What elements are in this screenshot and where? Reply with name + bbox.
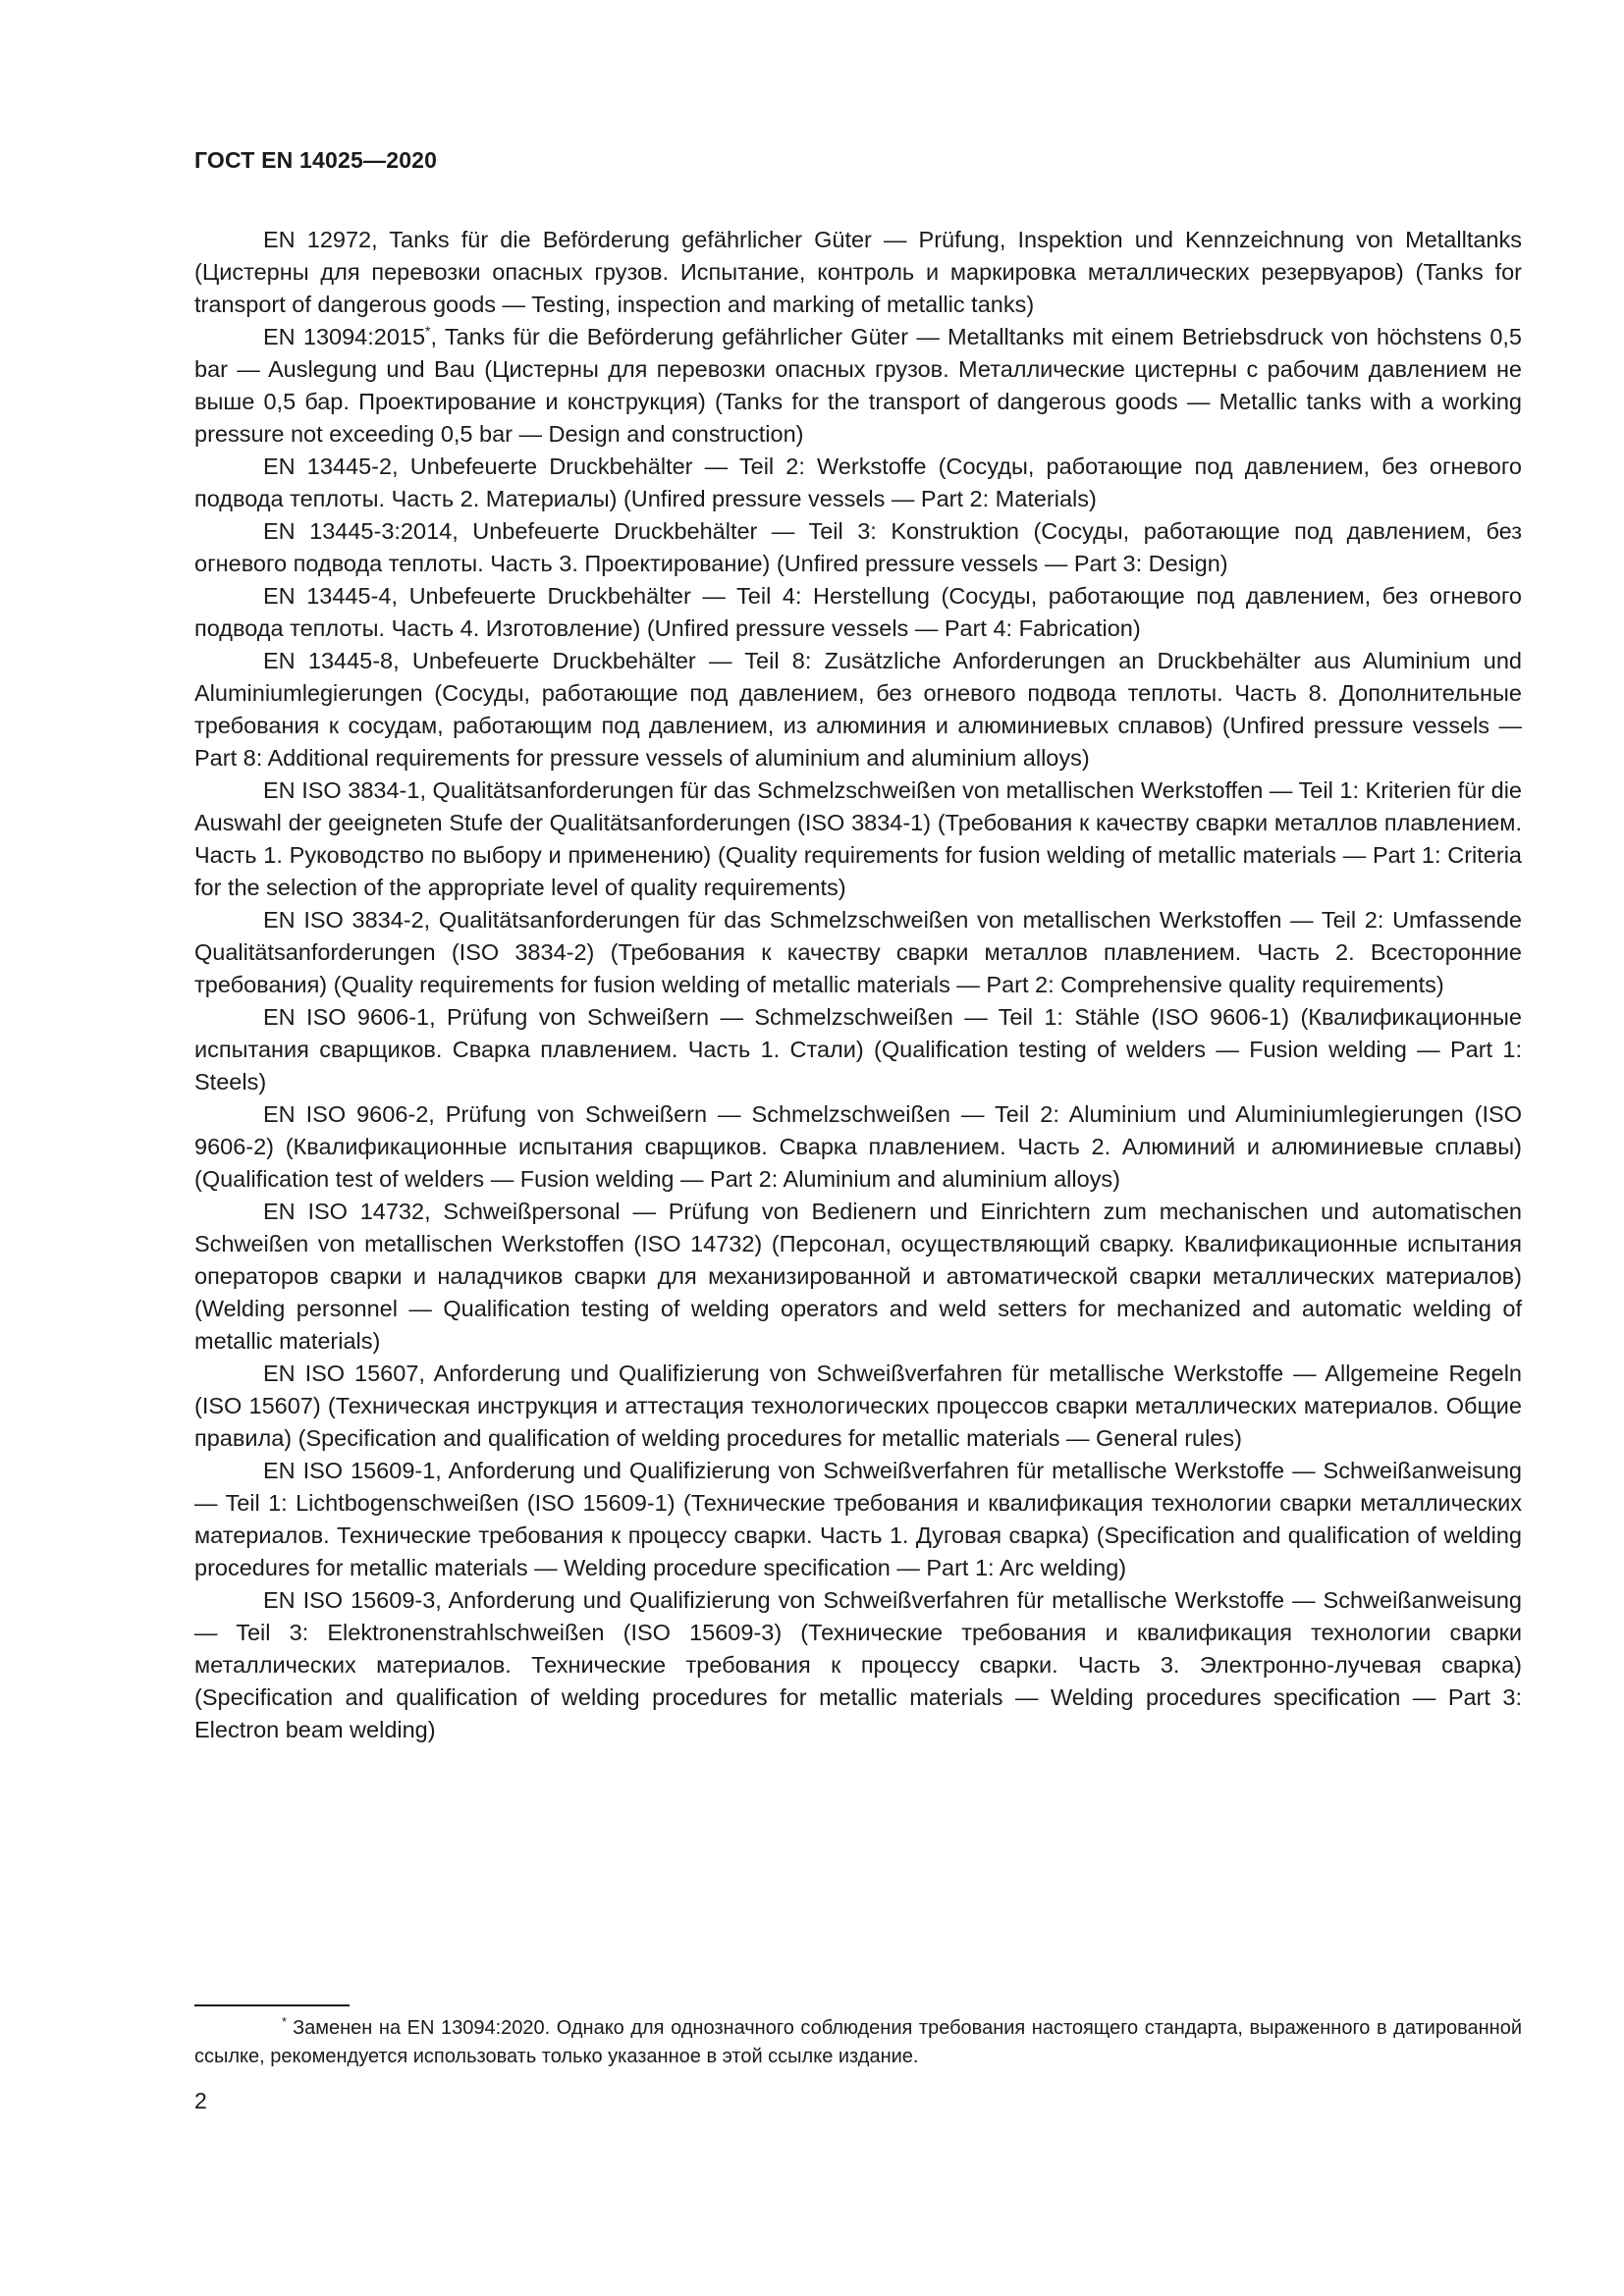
reference-en-13445-3: EN 13445-3:2014, Unbefeuerte Druckbehälter — Teil 3: Konstruktion (Сосуды, работающие под давлением, без огневого подвода теплоты. Часть 3. Проектирование) (Unfired pressure vessels — Part 3: Design) [194, 518, 1522, 576]
reference-en-13445-8: EN 13445-8, Unbefeuerte Druckbehälter — Teil 8: Zusätzliche Anforderungen an Druckbehälter aus Aluminium und Aluminiumlegierungen (Сосуды, работающие под давлением, без огневого подвода теплоты. Часть 8. Дополнительные требования к сосудам, работающим под давлением, из алюминия и алюминиевых сплавов) (Unfired pressure vessels — Part 8: Additional requirements for pressure vessels of aluminium and aluminium alloys) [194, 648, 1522, 771]
footnote-text: Заменен на EN 13094:2020. Однако для однозначного соблюдения требования настоящего стандарта, выраженного в датированной ссылке, рекомендуется использовать только указанное в этой ссылке издание. [194, 2017, 1522, 2067]
reference-en-iso-15607: EN ISO 15607, Anforderung und Qualifizierung von Schweißverfahren für metallische Werkstoffe — Allgemeine Regeln (ISO 15607) (Техническая инструкция и аттестация технологических процессов сварки металлических материалов. Общие правила) (Specification and qualification of welding procedures for metallic materials — General rules) [194, 1361, 1522, 1451]
reference-en-13445-4: EN 13445-4, Unbefeuerte Druckbehälter — Teil 4: Herstellung (Сосуды, работающие под давлением, без огневого подвода теплоты. Часть 4. Изготовление) (Unfired pressure vessels — Part 4: Fabrication) [194, 583, 1522, 641]
reference-en-iso-14732: EN ISO 14732, Schweißpersonal — Prüfung von Bedienern und Einrichtern zum mechanischen und automatischen Schweißen von metallischen Werkstoffen (ISO 14732) (Персонал, осуществляющий сварку. Квалификационные испытания операторов сварки и наладчиков сварки для механизированной и автоматической сварки металлических материалов) (Welding personnel — Qualification testing of welding operators and weld setters for mechanized and automatic welding of metallic materials) [194, 1199, 1522, 1354]
reference-text: , Tanks für die Beförderung gefährlicher Güter — Metalltanks mit einem Betriebsdruck von höchstens 0,5 bar — Auslegung und Bau (Цистерны для перевозки опасных грузов. Металлические цистерны с рабочим давлением не выше 0,5 бар. Проектирование и конструкция) (Tanks for the transport of dangerous goods — Metallic tanks with a working pressure not exceeding 0,5 bar — Design and construction) [194, 324, 1522, 447]
reference-code: EN 13094:2015 [263, 324, 426, 349]
reference-en-13094 [194, 321, 1522, 451]
reference-en-iso-3834-1: EN ISO 3834-1, Qualitätsanforderungen für das Schmelzschweißen von metallischen Werkstoffen — Teil 1: Kriterien für die Auswahl der geeigneten Stufe der Qualitätsanforderungen (ISO 3834-1) (Требования к качеству сварки металлов плавлением. Часть 1. Руководство по выбору и применению) (Quality requirements for fusion welding of metallic materials — Part 1: Criteria for the selection of the appropriate level of quality requirements) [194, 777, 1522, 900]
footnote-marker: * [425, 323, 431, 340]
document-header: ГОСТ EN 14025—2020 [194, 147, 438, 173]
reference-en-iso-3834-2: EN ISO 3834-2, Qualitätsanforderungen für das Schmelzschweißen von metallischen Werkstoffen — Teil 2: Umfassende Qualitätsanforderungen (ISO 3834-2) (Требования к качеству сварки металлов плавлением. Часть 2. Всесторонние требования) (Quality requirements for fusion welding of metallic materials — Part 2: Comprehensive quality requirements) [194, 907, 1522, 997]
reference-en-iso-9606-2: EN ISO 9606-2, Prüfung von Schweißern — Schmelzschweißen — Teil 2: Aluminium und Aluminiumlegierungen (ISO 9606-2) (Квалификационные испытания сварщиков. Сварка плавлением. Часть 2. Алюминий и алюминиевые сплавы) (Qualification test of welders — Fusion welding — Part 2: Aluminium and aluminium alloys) [194, 1101, 1522, 1192]
reference-en-13445-2: EN 13445-2, Unbefeuerte Druckbehälter — Teil 2: Werkstoffe (Сосуды, работающие под давлением, без огневого подвода теплоты. Часть 2. Материалы) (Unfired pressure vessels — Part 2: Materials) [194, 454, 1522, 511]
reference-en-iso-15609-1: EN ISO 15609-1, Anforderung und Qualifizierung von Schweißverfahren für metallische Werkstoffe — Schweißanweisung — Teil 1: Lichtbogenschweißen (ISO 15609-1) (Технические требования и квалификация технологии сварки металлических материалов. Технические требования к процессу сварки. Часть 1. Дуговая сварка) (Specification and qualification of welding procedures for metallic materials — Welding procedure specification — Part 1: Arc welding) [194, 1458, 1522, 1580]
footnote [194, 2014, 1522, 2071]
reference-en-12972: EN 12972, Tanks für die Beförderung gefährlicher Güter — Prüfung, Inspektion und Kennzeichnung von Metalltanks (Цистерны для перевозки опасных грузов. Испытание, контроль и маркировка металлических резервуаров) (Tanks for transport of dangerous goods — Testing, inspection and marking of metallic tanks) [194, 227, 1522, 317]
reference-en-iso-15609-3: EN ISO 15609-3, Anforderung und Qualifizierung von Schweißverfahren für metallische Werkstoffe — Schweißanweisung — Teil 3: Elektronenstrahlschweißen (ISO 15609-3) (Технические требования и квалификация технологии сварки металлических материалов. Технические требования к процессу сварки. Часть 3. Электронно-лучевая сварка) (Specification and qualification of welding procedures for metallic materials — Welding procedures specification — Part 3: Electron beam welding) [194, 1587, 1522, 1742]
normative-references [194, 224, 1522, 1746]
page-number: 2 [194, 2088, 207, 2113]
reference-en-iso-9606-1: EN ISO 9606-1, Prüfung von Schweißern — Schmelzschweißen — Teil 1: Stähle (ISO 9606-1) (Квалификационные испытания сварщиков. Сварка плавлением. Часть 1. Стали) (Qualification testing of welders — Fusion welding — Part 1: Steels) [194, 1004, 1522, 1095]
footnote-divider [194, 2004, 350, 2006]
footnote-mark: * [282, 2014, 288, 2030]
